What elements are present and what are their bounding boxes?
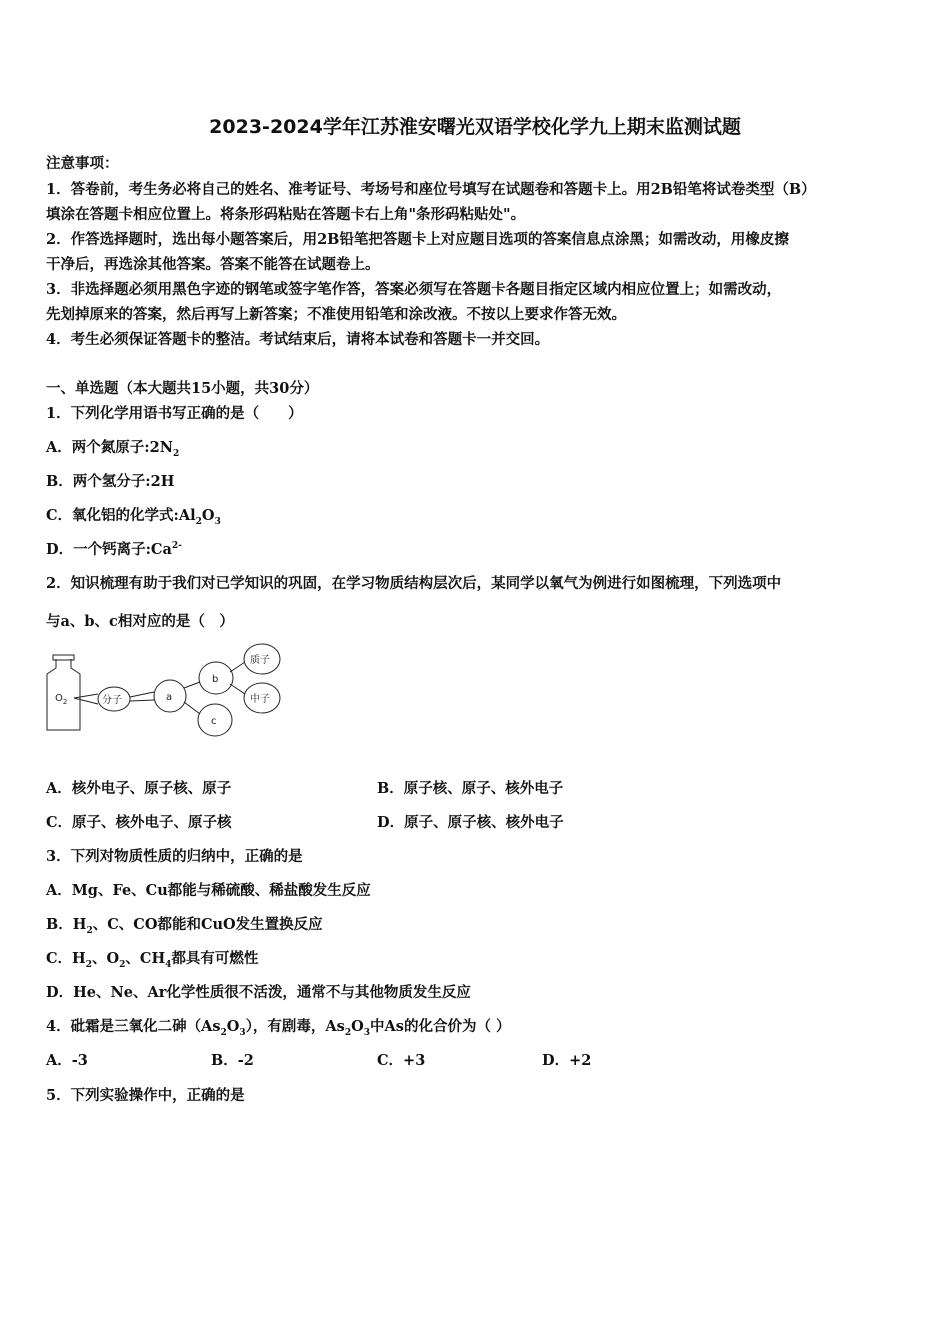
question-4-option-a: A．-3 xyxy=(46,1052,88,1069)
question-2-stem-line2: 与a、b、c相对应的是（ ） xyxy=(46,613,234,630)
question-2-option-c: C．原子、核外电子、原子核 xyxy=(46,814,232,831)
notice-line: 4．考生必须保证答题卡的整洁。考试结束后，请将本试卷和答题卡一并交回。 xyxy=(46,331,550,348)
question-3-option-c: C．$H_2$、$O_2$、$CH_4$都具有可燃性 xyxy=(46,950,259,970)
connector xyxy=(74,694,98,704)
notice-line: 1．答卷前，考生务必将自己的姓名、准考证号、考场号和座位号填写在试题卷和答题卡上。用2B铅笔将试卷类型（B） xyxy=(46,181,816,198)
molecule-label: 分子 xyxy=(102,695,122,706)
notice-line: 2．作答选择题时，选出每小题答案后，用2B铅笔把答题卡上对应题目选项的答案信息点涂黑；如需改动，用橡皮擦 xyxy=(46,231,789,248)
question-4-option-c: C．+3 xyxy=(377,1052,426,1069)
question-1-option-d: D．一个钙离子$:Ca^{2-}$ xyxy=(46,541,182,558)
question-3-option-b: B．$H_2$、C、CO都能和CuO发生置换反应 xyxy=(46,916,323,936)
question-2-option-b: B．原子核、原子、核外电子 xyxy=(377,780,564,797)
exam-title: 2023-2024学年江苏淮安曙光双语学校化学九上期末监测试题 xyxy=(209,116,741,138)
notice-line: 填涂在答题卡相应位置上。将条形码粘贴在答题卡右上角"条形码粘贴处"。 xyxy=(46,206,526,223)
notice-heading: 注意事项： xyxy=(46,155,119,172)
section-heading: 一、单选题（本大题共15小题，共30分） xyxy=(46,380,319,397)
proton-label: 质子 xyxy=(250,655,270,666)
notice-line: 3．非选择题必须用黑色字迹的钢笔或签字笔作答，答案必须写在答题卡各题目指定区域内相应位置上；如需改动， xyxy=(46,281,782,298)
question-3-option-a: A．Mg、Fe、Cu都能与稀硫酸、稀盐酸发生反应 xyxy=(46,882,371,899)
question-2-option-a: A．核外电子、原子核、原子 xyxy=(46,780,232,797)
notice-line: 干净后，再选涂其他答案。答案不能答在试题卷上。 xyxy=(46,256,380,273)
label-c: c xyxy=(211,716,217,727)
question-4-stem: 4．砒霜是三氧化二砷$(As_2O_3)$，有剧毒，$As_2O_3$中As的化合价为（ ） xyxy=(46,1018,511,1038)
question-2-stem-line1: 2．知识梳理有助于我们对已学知识的巩固，在学习物质结构层次后，某同学以氧气为例进行如图梳理，下列选项中 xyxy=(46,575,782,592)
question-4-option-d: D．+2 xyxy=(542,1052,592,1069)
question-3-stem: 3．下列对物质性质的归纳中，正确的是 xyxy=(46,848,303,865)
question-1-option-a: A．两个氮原子$:2N_2$ xyxy=(46,439,180,459)
neutron-label: 中子 xyxy=(250,694,270,705)
connector xyxy=(230,662,245,694)
oxygen-structure-diagram xyxy=(44,640,294,745)
label-a: a xyxy=(166,692,173,703)
connector xyxy=(184,682,200,714)
question-1-option-c: C．氧化铝的化学式$:Al_2O_3$ xyxy=(46,507,221,527)
bottle-outline xyxy=(47,659,80,730)
question-1-stem: 1．下列化学用语书写正确的是（ ） xyxy=(46,405,303,422)
question-3-option-d: D．He、Ne、Ar化学性质很不活泼，通常不与其他物质发生反应 xyxy=(46,984,471,1001)
question-1-option-b: B．两个氢分子:2H xyxy=(46,473,175,490)
connector xyxy=(130,692,154,701)
question-4-option-b: B．-2 xyxy=(211,1052,254,1069)
notice-line: 先划掉原来的答案，然后再写上新答案；不准使用铅笔和涂改液。不按以上要求作答无效。 xyxy=(46,306,626,323)
label-b: b xyxy=(212,674,219,685)
bottle-label: $O_2$ xyxy=(55,693,68,706)
question-5-stem: 5．下列实验操作中，正确的是 xyxy=(46,1087,245,1104)
question-2-option-d: D．原子、原子核、核外电子 xyxy=(377,814,564,831)
